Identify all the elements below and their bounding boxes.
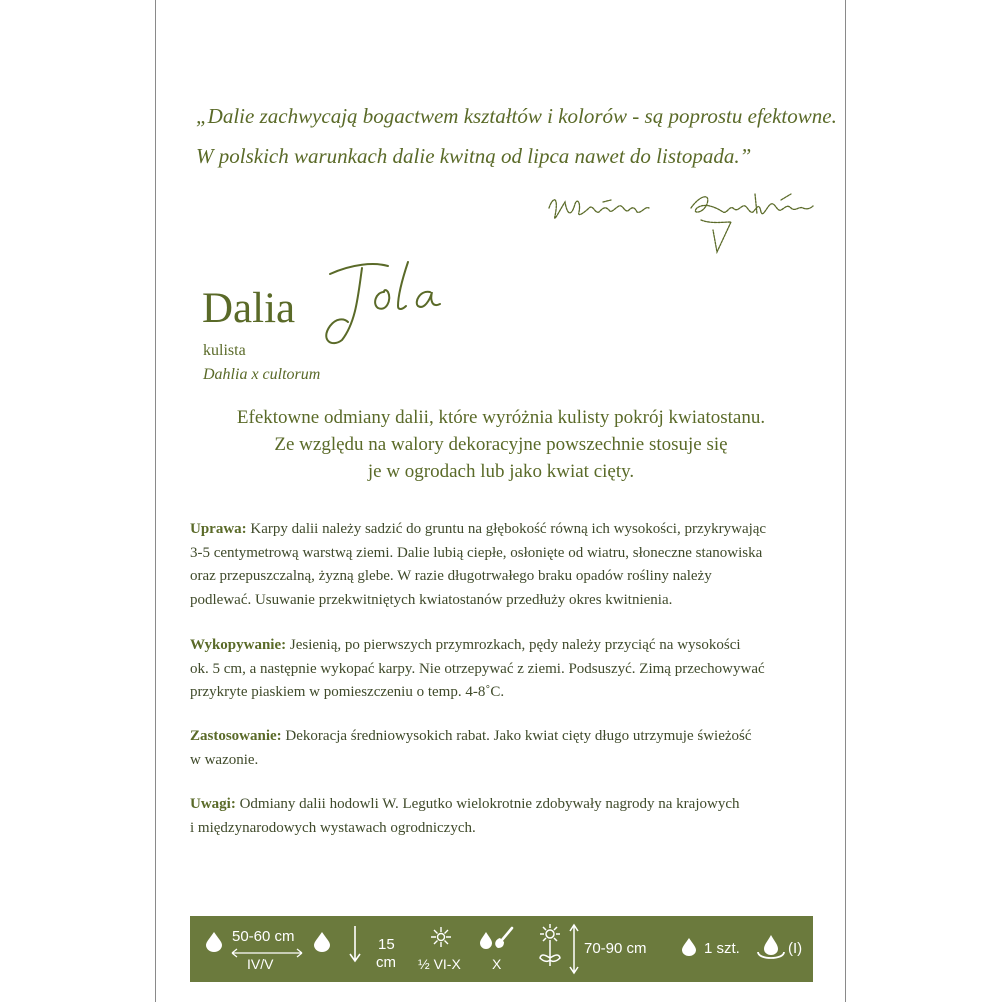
bloom-period: ½ VI-X — [418, 956, 461, 972]
section-label: Wykopywanie: — [190, 637, 287, 653]
section-wykopywanie — [190, 634, 840, 705]
section-label: Uwagi: — [190, 796, 236, 812]
water-drop-icon — [312, 930, 332, 952]
down-arrow-icon — [348, 924, 362, 964]
spacing-value: 50-60 cm — [232, 928, 295, 945]
quote — [196, 96, 836, 176]
quote-line: „Dalie zachwycają bogactwem kształtów i kolorów - są poprostu efektowne. — [196, 104, 837, 128]
title-script — [312, 256, 452, 356]
section-text: 3-5 centymetrową warstwą ziemi. Dalie lubią ciepłe, osłonięte od wiatru, słoneczne stanowiska — [190, 544, 763, 561]
section-text: i międzynarodowych wystawach ogrodniczych. — [190, 819, 476, 836]
section-text: przykryte piaskiem w pomieszczeniu o temp. 4-8˚C. — [190, 684, 505, 700]
signature — [541, 178, 831, 268]
depth-value: 15 — [378, 936, 395, 953]
info-band — [190, 916, 813, 982]
section-text: Karpy dalii należy sadzić do gruntu na głębokość równą ich wysokości, przykrywając — [246, 521, 767, 537]
intro-line: Efektowne odmiany dalii, które wyróżnia kulisty pokrój kwiatostanu. — [236, 407, 766, 428]
section-label: Zastosowanie: — [190, 728, 282, 744]
section-uprawa — [190, 518, 840, 612]
section-text: podlewać. Usuwanie przekwitniętych kwiatostanów przedłuży okres kwitnienia. — [190, 591, 673, 608]
plant-height: 70-90 cm — [584, 940, 647, 957]
intro — [176, 404, 826, 485]
title-main: Dalia — [202, 285, 296, 332]
dig-period: X — [492, 956, 502, 972]
water-drop-icon — [680, 936, 698, 956]
sowing-period: IV/V — [247, 956, 274, 972]
section-text: Jesienią, po pierwszych przymrozkach, pędy należy przyciąć na wysokości — [286, 637, 741, 653]
section-text: w wazonie. — [190, 751, 259, 768]
drop-shovel-icon — [476, 924, 516, 952]
section-uwagi — [190, 793, 840, 840]
subtitle: kulista — [203, 342, 246, 359]
section-text: Odmiany dalii hodowli W. Legutko wielokrotnie zdobywały nagrody na krajowych — [235, 796, 740, 812]
intro-line: je w ogrodach lub jako kwiat cięty. — [367, 461, 635, 482]
intro-line: Ze względu na walory dekoracyjne powszechnie stosuje się — [274, 434, 728, 455]
quote-line: W polskich warunkach dalie kwitną od lipca nawet do listopada.” — [196, 144, 752, 168]
section-label: Uprawa: — [190, 521, 247, 537]
section-text: oraz przepuszczalną, żyzną glebe. W razie długotrwałego braku opadów rośliny należy — [190, 568, 712, 584]
section-zastosowanie — [190, 725, 840, 772]
flower-icon — [430, 926, 452, 948]
latin-name: Dahlia x cultorum — [203, 366, 321, 383]
section-text: ok. 5 cm, a następnie wykopać karpy. Nie otrzepywać z ziemi. Podsuszyć. Zimą przechowywać — [190, 660, 765, 677]
quantity: 1 szt. — [704, 940, 740, 957]
product-card — [155, 0, 846, 1002]
pot-icon — [754, 932, 788, 962]
group-label: (I) — [788, 940, 803, 957]
section-text: Dekoracja średniowysokich rabat. Jako kwiat cięty długo utrzymuje świeżość — [281, 728, 752, 744]
water-drop-icon — [204, 930, 224, 952]
depth-unit: cm — [376, 954, 396, 971]
flower-height-icon — [534, 922, 582, 976]
